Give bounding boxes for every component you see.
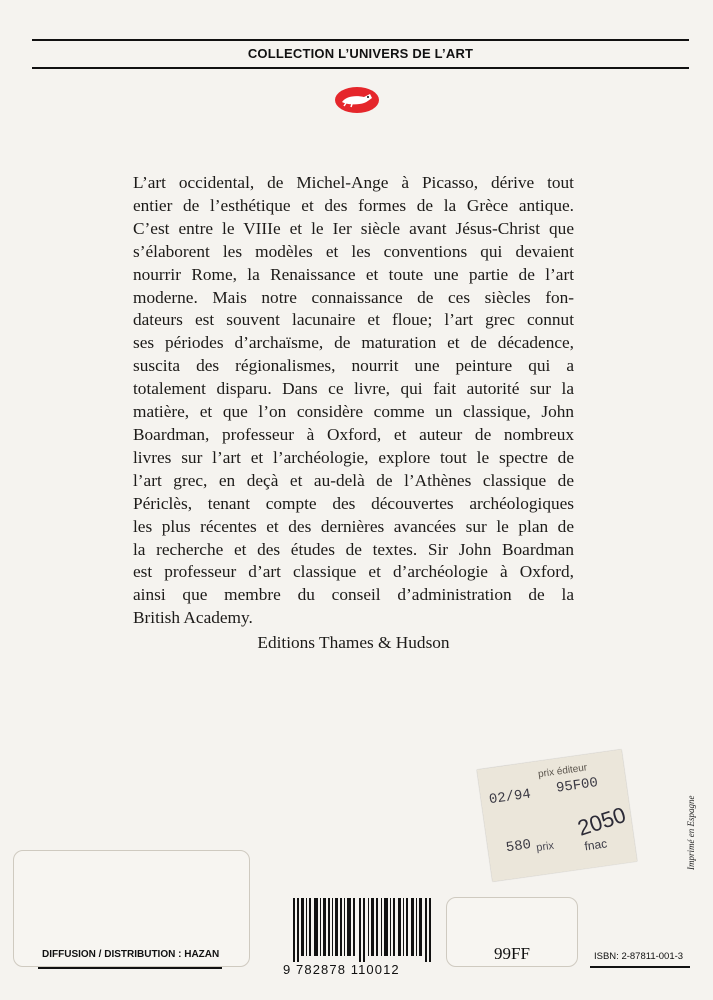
description-line: suscita des régionalismes, nourrit une peinture qui a — [133, 356, 574, 376]
description-line: est professeur d’art classique et d’archéologie à Oxford, — [133, 562, 574, 582]
dog-logo-icon — [334, 86, 380, 114]
sticker-prix-label: prix — [535, 839, 555, 855]
description-line: matière, et que l’on considère comme un classique, John — [133, 402, 574, 422]
description-line: dateurs est souvent lacunaire et floue; l’art grec connut — [133, 310, 574, 330]
description-line: C’est entre le VIIIe et le Ier siècle avant Jésus-Christ que — [133, 218, 574, 238]
book-description — [133, 172, 574, 630]
description-line: livres sur l’art et l’archéologie, explore tout le spectre de — [133, 447, 574, 467]
description-line: s’élaborent les modèles et les conventions qui devaient — [133, 241, 574, 261]
header-rule — [32, 67, 689, 69]
sticker-store: fnac — [583, 836, 609, 854]
sticker-original-price: 95F00 — [555, 775, 600, 797]
description-line: totalement disparu. Dans ce livre, qui fait autorité sur la — [133, 379, 574, 399]
price-label: 99FF — [494, 944, 530, 963]
distribution-label: DIFFUSION / DISTRIBUTION : HAZAN — [42, 949, 220, 960]
description-line: L’art occidental, de Michel-Ange à Picasso, dérive tout — [133, 173, 574, 192]
publisher-name: Editions Thames & Hudson — [257, 633, 450, 652]
price-sticker — [477, 749, 637, 881]
sticker-label: prix éditeur — [537, 762, 588, 781]
description-line: ses périodes d’archaïsme, de maturation et de décadence, — [133, 333, 574, 353]
sticker-code: 580 — [504, 836, 533, 857]
description-line: moderne. Mais notre connaissance de ces siècles fon- — [133, 287, 574, 307]
description-line: l’art grec, en deçà et au-delà de l’Athènes classique de — [133, 470, 574, 490]
printed-in-label: Imprimé en Espagne — [686, 795, 696, 870]
sticker-price: 2050 — [574, 801, 629, 841]
barcode-icon — [293, 898, 433, 962]
top-rule — [32, 39, 689, 41]
description-line: ainsi que membre du conseil d’administration de la — [133, 585, 574, 605]
isbn-label: ISBN: 2-87811-001-3 — [594, 951, 684, 962]
description-line: British Academy. — [133, 608, 253, 628]
collection-title: COLLECTION L’UNIVERS DE L’ART — [247, 46, 474, 61]
sticker-date: 02/94 — [488, 786, 532, 809]
barcode-number: 9 782878 110012 — [283, 962, 400, 977]
isbn-rule — [590, 966, 690, 968]
description-line: la recherche et des études de textes. Sir John Boardman — [133, 539, 574, 559]
description-line: nourrir Rome, la Renaissance et toute une partie de l’art — [133, 264, 574, 284]
description-line: Périclès, tenant compte des découvertes archéologiques — [133, 493, 574, 513]
distribution-rule — [38, 967, 222, 969]
description-line: entier de l’esthétique et des formes de la Grèce antique. — [133, 195, 574, 215]
description-line: les plus récentes et des dernières avancées sur le plan de — [133, 516, 574, 536]
description-line: Boardman, professeur à Oxford, et auteur de nombreux — [133, 424, 574, 444]
